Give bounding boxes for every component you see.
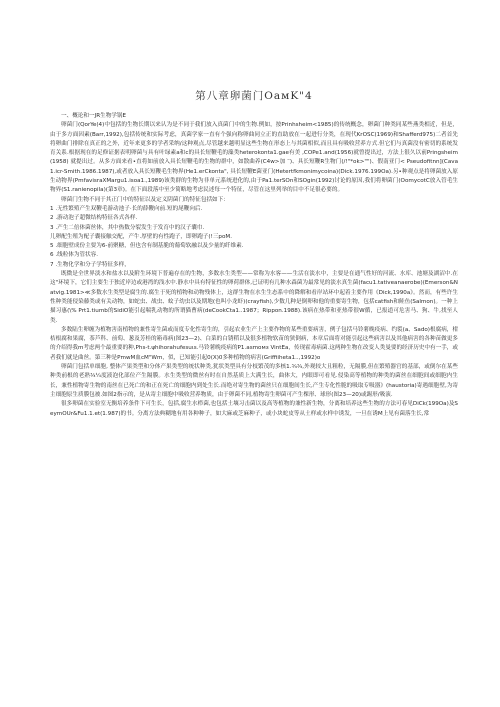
paragraph: 多数陆生卵缠为植物害南植物的兼性寄生菌或而度专化性寄生的，引起农业生产上主要作物的某些重要病害，例子包括马铃薯晚疫病、约裂(a、Sado)根腐病，柑桔根腐和果腐，茶芦科、前萄、葱及芳桂的箱毒病(图23—2)、白菜的白锈稻以及很多植物软苗的狭倒病，本章后面将对能引起这些病害以及其他病害的各种苗做更多的介绍得我m考虑两个最重要的种,Phs-t.ψhihorahufesuιs.马铃薯晚疫病的P1.asmoмз VintEa，传现霍毒病菌.这两种生物在改变人类曼要的经济历史中有一手，或者我们就是曲丝。第三种是PmwM血cM"Wm，似，已知能引起0(X)0多种植物的病害(Griffiiheta1..,1992)o — [50, 326, 458, 361]
paragraph: 很多卵菌在实验室无衡培养条件下可生长，包括,腐生水栉菌,也包括土壤习击菌以及高等植物的兼性新生物，分离和培养这些生物的方法可春见DiCk(199Oa)及SeymOUr&Fu1.1.et(1.987)的书。分离方法典糊地有用各种种子，如大麻或芝麻种子，或小块蛇皮等从土样或水样中诱发，一旦在诱M上见有菌落生长,常 — [50, 401, 458, 417]
paragraph: 卵菌门(QоrYe(4)中包括的生物长期以来认为是不同于我们放入真菌门中的生物.例如，按Prinhsheim<1985)的传统概念，卵菌门种类同某些燕类相近，但是，由于多方面因素(Barr,1992),包括传统和实际考虑，真菌学家一直有个强向称卵曲同立正的直助放在一起进行分类，在现代KrOSC(1969)和Shafferd975)二者首先将卵曲门排除在真正的之外，近年来更多的学者采纳/这种观点,尽管越来越明显这些生物在形态上与其菌相似,而且具有吸收营养方式.但它们与真菌没有密切的系统发育关系.根据现在的足修证据表明卵菌与具有叶绿素a和c的具长短鞭毛的藻类heterokonta1.gae有美 ,COPe1.and(1956)就曾提出过，方法上很久以前Pringsheim(1958) 就提出过。从多方面来看•直将如前放入具长短鞭毛的生物的群中，如散曲养(C4w>加 ¨)、具长短鞭R生物门(/!"*ok>"")、假南亚门< Pseudofitnn](Cava1.icr-Smith.1986.1987),或者放入具长短鞭毛生物界(He1.erCkonta", 具长短鞭E菌亚门(Hetertfkmonimycoina)(Dick.1976.199Oa).另•种观点是将卵菌放入原生动物界(PmfavisraXMargu1.isoa1.,1989)该类群的生物为非单元系统进化的,由于Pa1.terSOn和SOgin(1992)讨论的原因,我们将卵菌门(OomycotC放入管毛生物界(S1.ranienopila)(第3章)。在下面段落中至少简略地考虑民述每一个特征，尽管在这里列举的目中不足很必要的。 — [50, 122, 458, 194]
list-item: 儿卵配生殖为配子囊接触交配，产牛.厚壁的有性跑子，即卵跑子(!三poM. — [50, 233, 232, 240]
list-item: 7 .生物化学和分子学特征多样， — [50, 261, 130, 268]
section-heading: 一、概论和一JR生物学锅E — [61, 113, 127, 119]
paragraph: 卵菌门包括单细胞, 整体产果类型和分体产果类型的统状种类,犹状类型具有分枝繁茂的多核1.¾¾,外观较大且粗粒，无隔膜,但在繁殖器官的基部，或倒尔在某些种类前根的老熟¾¼度液泡化部位产生隔膜。水生类型的微丝有时在自然基质上大满生长，曲体大，内眼即可看见.侵染高等植物的种类的菌丝在细胞间或细胞内生长，兼性植物寄生物的南丝在已死亡的和正在死亡的细胞内到处生长.而绝对寄生物的菌丝只在细胞间生长,产生专化性脆的吸取专吸器》(haustoria)寄遇细胞壁,为寄主细胞原生质膜包被.如图2指示的，是从寄主细胞中吸收营养物质，由于卵菌不同,植物寄生卵菌可产生棵形、球形(图23—20)或踢形/吸演. — [50, 364, 458, 398]
list-item: 6 .线粒体为管状容. — [50, 252, 99, 259]
paragraph: 卵菌门生物不同于其正门中的特征以及定义阴菌门的特征包括如下： — [61, 196, 229, 203]
body-text — [50, 112, 458, 419]
list-item: 3 .产生二倍体菌丝体，其中热数分裂发生于发育中的汉子囊巾. — [50, 224, 205, 231]
list-item: 2 .游动泡子超微结构特征各式各样. — [50, 215, 138, 222]
list-item: 5 .细胞壁成份主要为6-前聚糖，但也含有制基脆的葡萄软融以及少量的纤维素. — [50, 243, 244, 250]
chapter-title: 第八章卵菌门OaмK"4 — [195, 90, 313, 102]
paragraph: 既微是全世界淡水和盐水以及附生环境下普遍存在的生物，多数水生类型——常称为水客——生活在淡水中，主要是在通气性好的河流、水库、池塘及湖沼中.在这"环境下，它们主要生于独近岸边或港湾的浅水中.静水中具有特征性的卵荷群体,已证明有几种水森菌为最常见的淡水真生菌(facu1.tativeanaerobe)(Emerson&Natvig.1981>≪多数水生类型是腐生的.腐生于死的植物和动物残体上，这群生物在水生生态系中的降解和看岸站环中起着主要作用《Dick,1990a》。然而，有些许生性种类能侵染藤类或有关动物，如蛇虫、战虫、蚊子幼虫以及期地(也叫小龙虾)(crayfish),少数几种是倒卵和他的重要寄生物，包括catfish和鲑鱼(Salmon)。一种上描习惠(\% Prt1.tiumb的SidiO能引起喘乳动物的所谓猫曹病(deCookCta1..1987；Rippon.1988).该病在热带和亚热带很W循，已报道可危害马、狗、牛,找至人类. — [50, 271, 458, 324]
list-item: 1 .无性繁殖产生双鞭毛游动池子·长的薛鞭向前.短的尾鞭向后. — [50, 205, 203, 212]
